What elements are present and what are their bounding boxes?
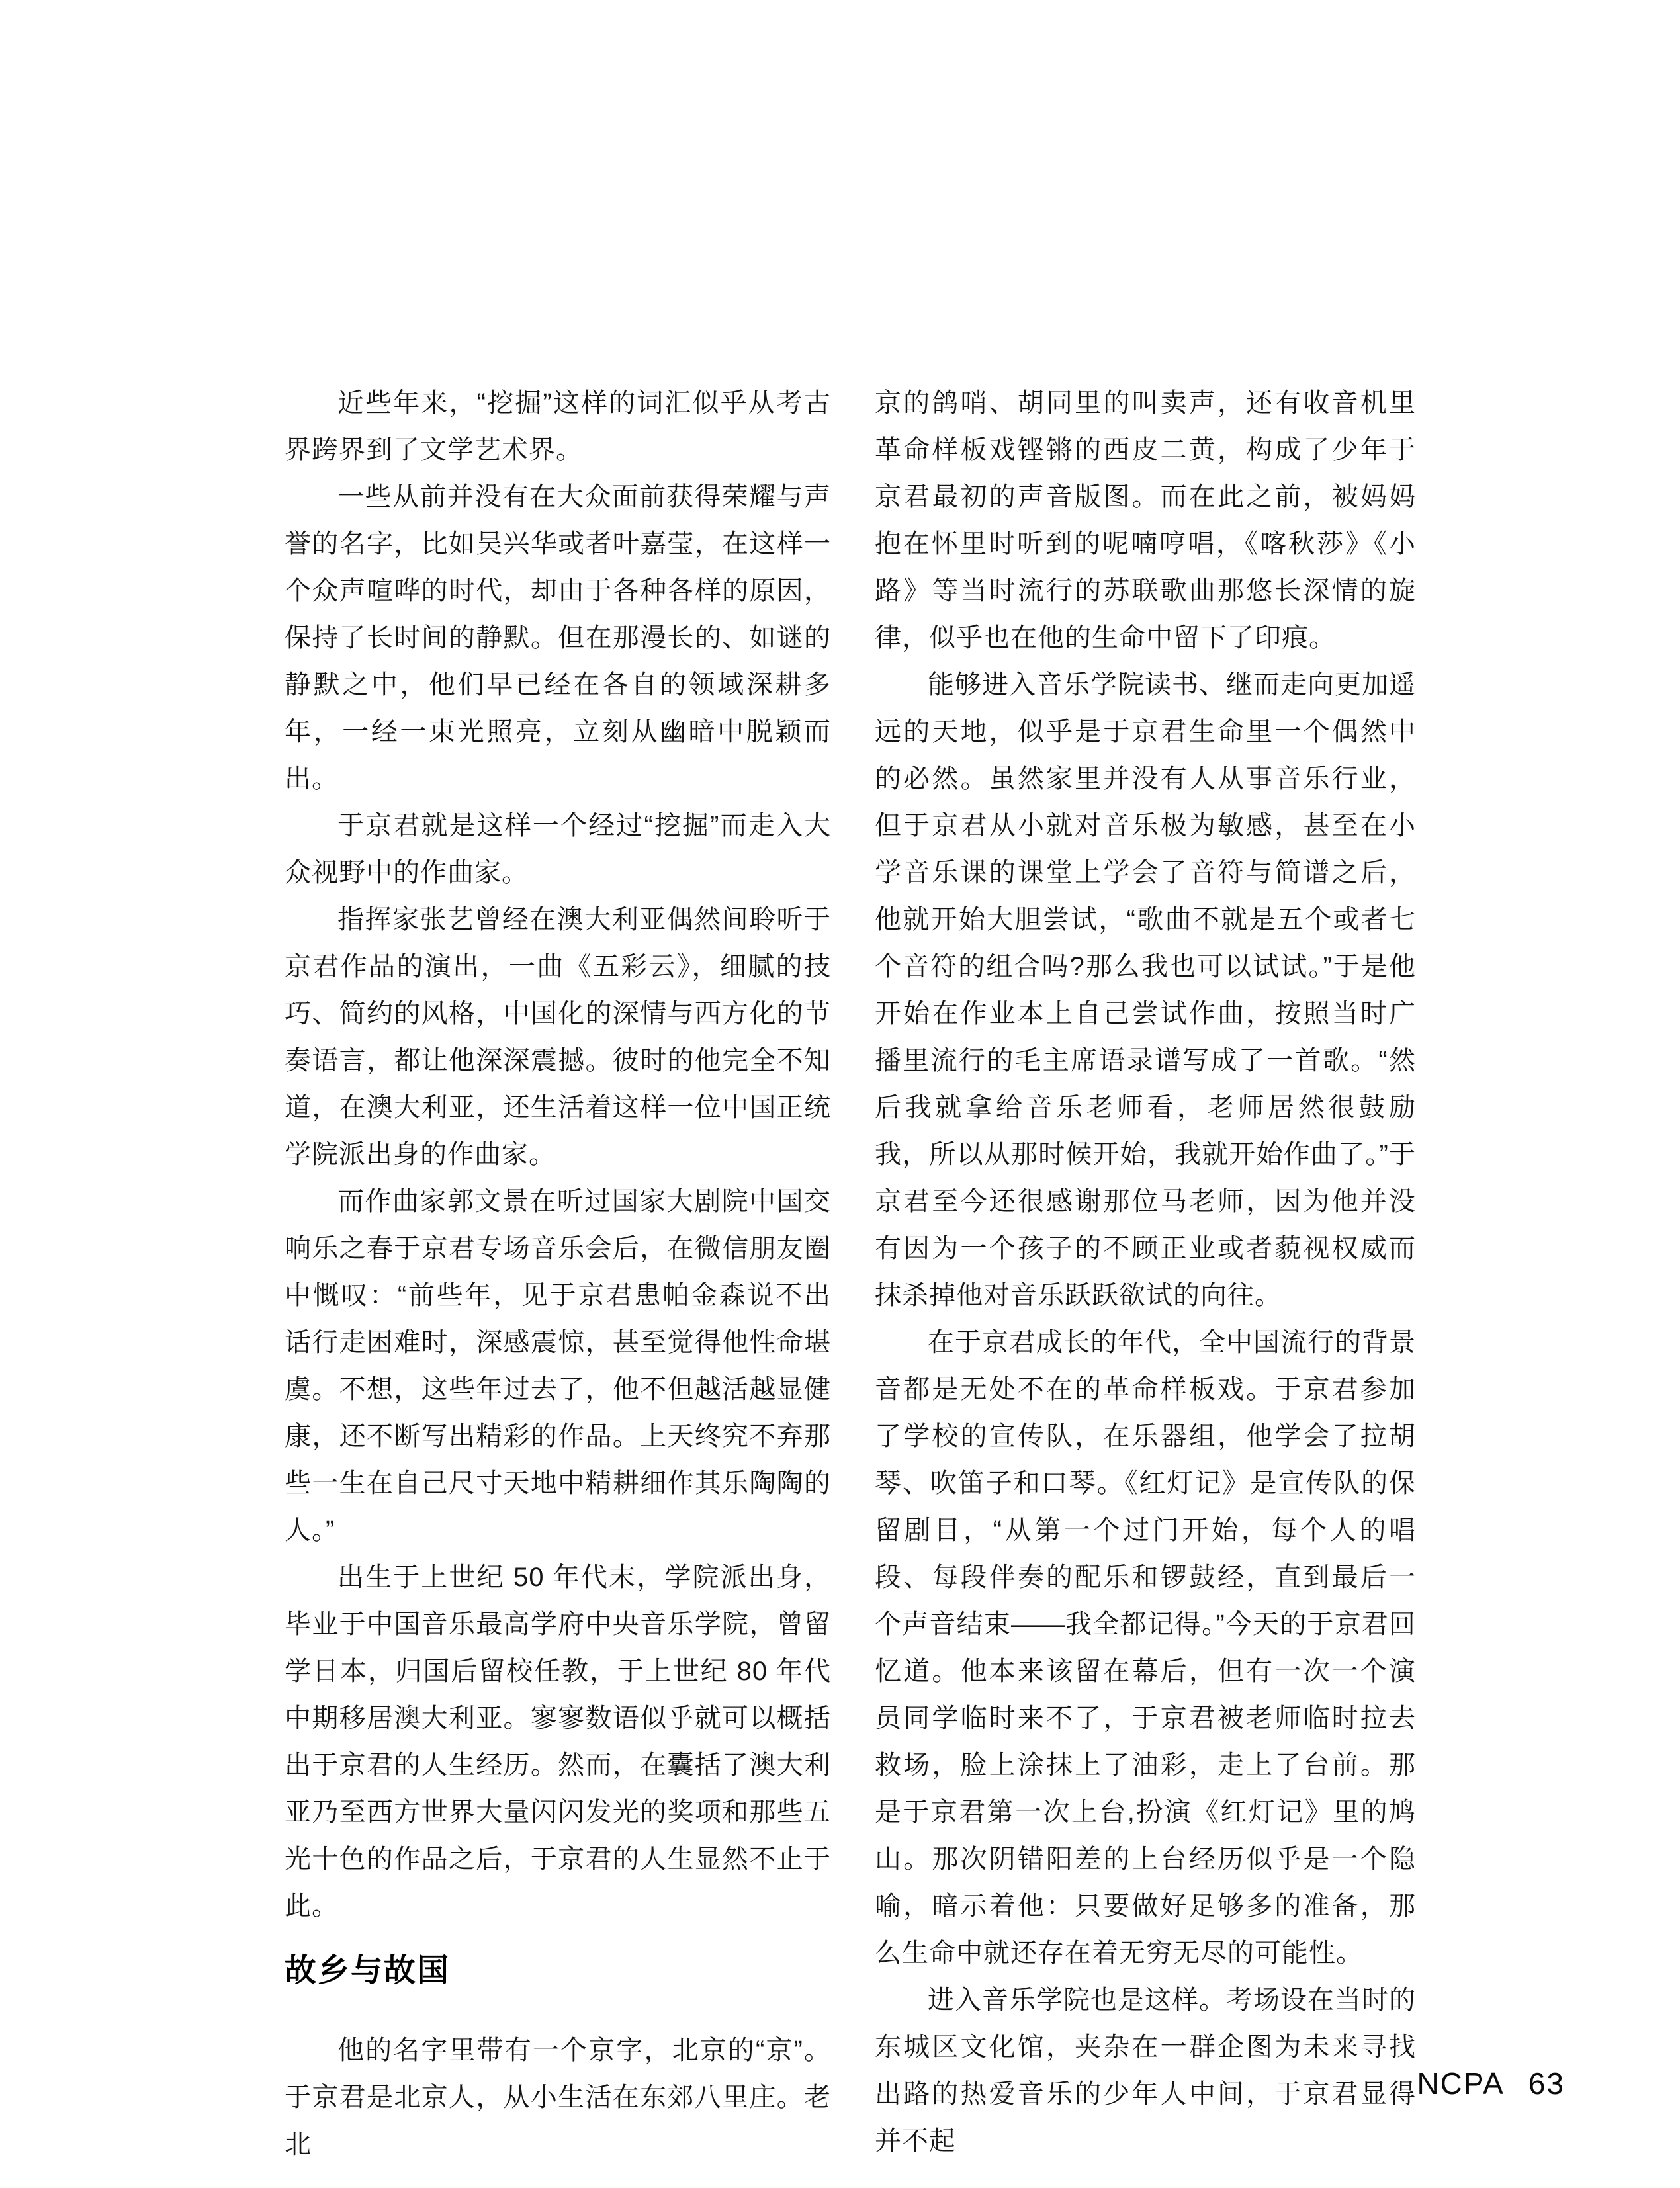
left-column	[285, 380, 831, 2168]
paragraph: 进入音乐学院也是这样。考场设在当时的东城区文化馆，夹杂在一群企图为未来寻找出路的热爱音乐的少年人中间，于京君显得并不起	[875, 1986, 1416, 2156]
page-footer	[1417, 2067, 1565, 2100]
paragraph: 而作曲家郭文景在听过国家大剧院中国交响乐之春于京君专场音乐会后，在微信朋友圈中慨叹：“前些年，见于京君患帕金森说不出话行走困难时，深感震惊，甚至觉得他性命堪虞。不想，这些年过去了，他不但越活越显健康，还不断写出精彩的作品。上天终究不弃那些一生在自己尺寸天地中精耕细作其乐陶陶的人。”	[285, 1187, 831, 1545]
page-number: 63	[1528, 2066, 1565, 2101]
paragraph: 在于京君成长的年代，全中国流行的背景音都是无处不在的革命样板戏。于京君参加了学校的宣传队，在乐器组，他学会了拉胡琴、吹笛子和口琴。《红灯记》是宣传队的保留剧目，“从第一个过门开始，每个人的唱段、每段伴奏的配乐和锣鼓经，直到最后一个声音结束——我全都记得。”今天的于京君回忆道。他本来该留在幕后，但有一次一个演员同学临时来不了，于京君被老师临时拉去救场，脸上涂抹上了油彩，走上了台前。那是于京君第一次上台,扮演《红灯记》里的鸠山。那次阴错阳差的上台经历似乎是一个隐喻，暗示着他：只要做好足够多的准备，那么生命中就还存在着无穷无尽的可能性。	[875, 1328, 1416, 1968]
paragraph: 一些从前并没有在大众面前获得荣耀与声誉的名字，比如吴兴华或者叶嘉莹，在这样一个众声喧哗的时代，却由于各种各样的原因，保持了长时间的静默。但在那漫长的、如谜的静默之中，他们早已经在各自的领域深耕多年，一经一束光照亮，立刻从幽暗中脱颖而出。	[285, 482, 831, 793]
paragraph: 出生于上世纪 50 年代末，学院派出身，毕业于中国音乐最高学府中央音乐学院，曾留学日本，归国后留校任教，于上世纪 80 年代中期移居澳大利亚。寥寥数语似乎就可以概括出于京君的人生经历。然而，在囊括了澳大利亚乃至西方世界大量闪闪发光的奖项和那些五光十色的作品之后，于京君的人生显然不止于此。	[285, 1563, 831, 1921]
paragraph-continuation: 京的鸽哨、胡同里的叫卖声，还有收音机里革命样板戏铿锵的西皮二黄，构成了少年于京君最初的声音版图。而在此之前，被妈妈抱在怀里时听到的呢喃哼唱，《喀秋莎》《小路》等当时流行的苏联歌曲那悠长深情的旋律，似乎也在他的生命中留下了印痕。	[875, 388, 1416, 652]
paragraph: 他的名字里带有一个京字，北京的“京”。于京君是北京人，从小生活在东郊八里庄。老北	[285, 2036, 831, 2159]
paragraph: 能够进入音乐学院读书、继而走向更加遥远的天地，似乎是于京君生命里一个偶然中的必然。虽然家里并没有人从事音乐行业，但于京君从小就对音乐极为敏感，甚至在小学音乐课的课堂上学会了音符与简谱之后，他就开始大胆尝试，“歌曲不就是五个或者七个音符的组合吗?那么我也可以试试。”于是他开始在作业本上自己尝试作曲，按照当时广播里流行的毛主席语录谱写成了一首歌。“然后我就拿给音乐老师看，老师居然很鼓励我，所以从那时候开始，我就开始作曲了。”于京君至今还很感谢那位马老师，因为他并没有因为一个孩子的不顾正业或者藐视权威而抹杀掉他对音乐跃跃欲试的向往。	[875, 670, 1416, 1310]
section-heading: 故乡与故国	[285, 1953, 451, 1988]
paragraph: 近些年来，“挖掘”这样的词汇似乎从考古界跨界到了文学艺术界。	[285, 388, 831, 464]
paragraph: 于京君就是这样一个经过“挖掘”而走入大众视野中的作曲家。	[285, 811, 831, 887]
magazine-label: NCPA	[1417, 2066, 1505, 2101]
paragraph: 指挥家张艺曾经在澳大利亚偶然间聆听于京君作品的演出，一曲《五彩云》，细腻的技巧、简约的风格，中国化的深情与西方化的节奏语言，都让他深深震撼。彼时的他完全不知道，在澳大利亚，还生活着这样一位中国正统学院派出身的作曲家。	[285, 905, 831, 1169]
right-column	[875, 380, 1416, 2165]
